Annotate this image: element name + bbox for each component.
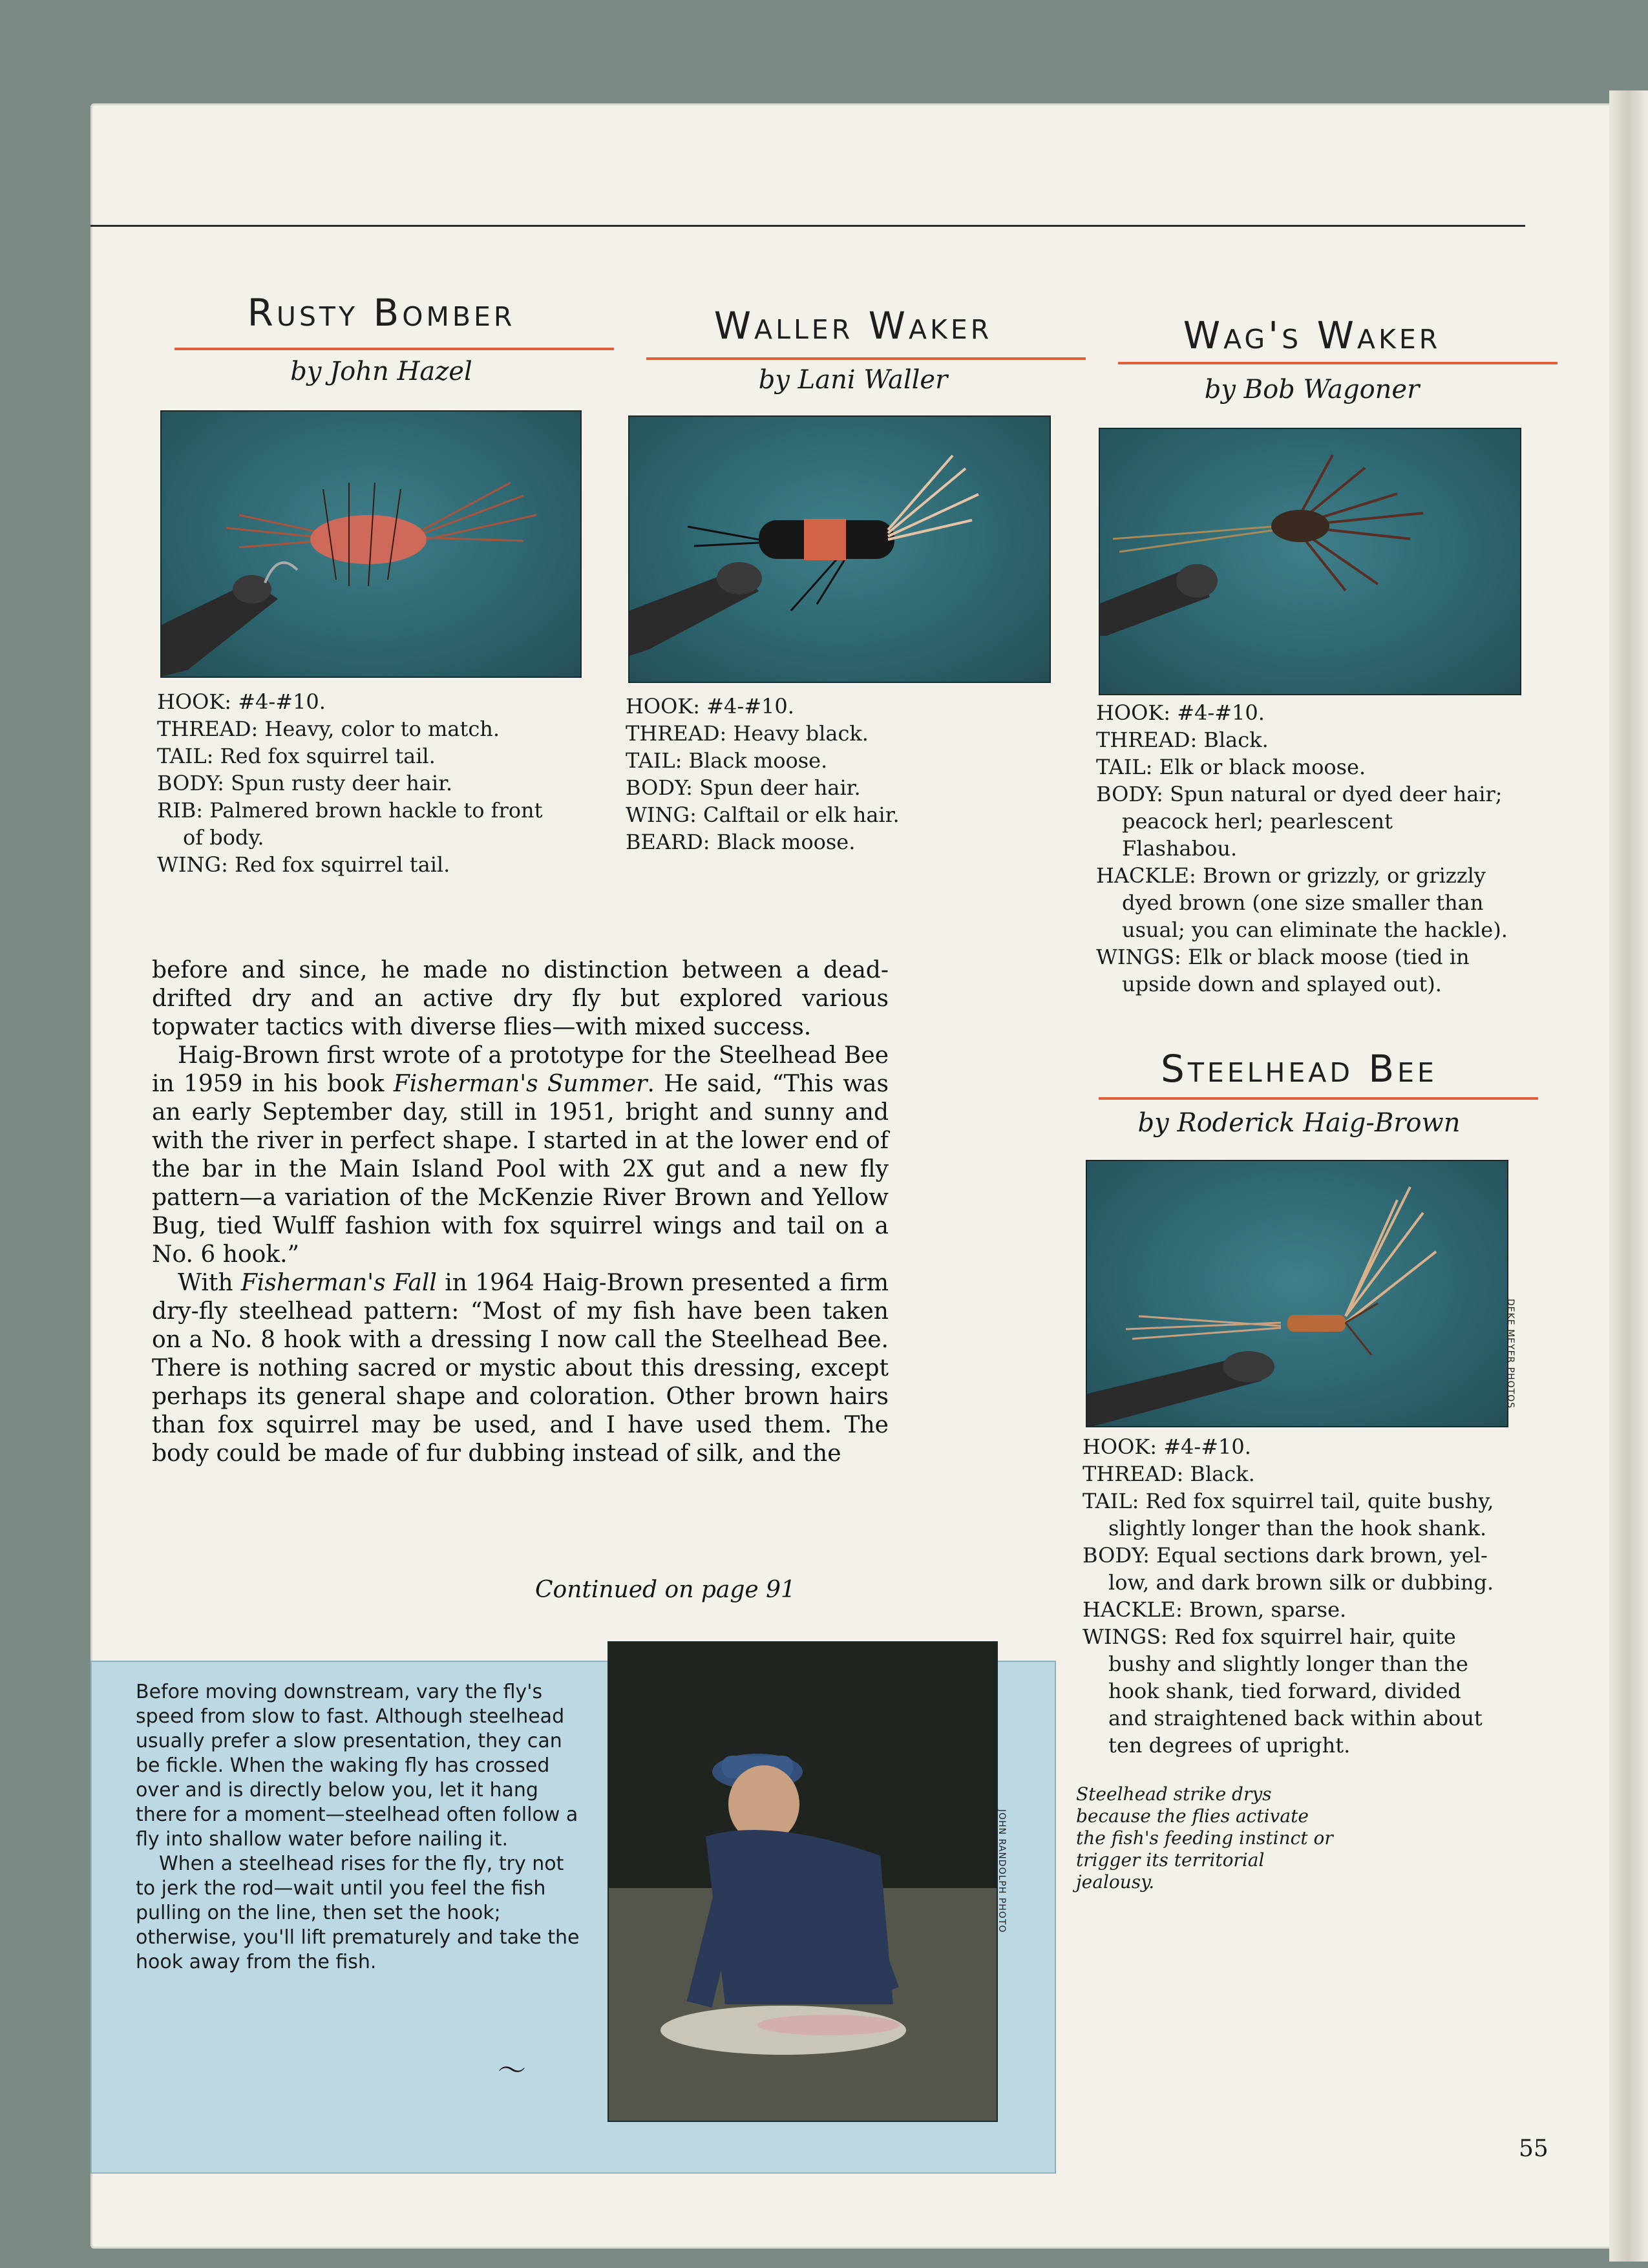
recipe-label: WING: [157,852,228,877]
recipe-continuation: upside down and splayed out). [1122,972,1442,996]
fly-photo-rusty-bomber [160,410,582,678]
article-paragraph [152,1042,889,1269]
recipe-line [1096,943,1508,971]
photo-caption: Steelhead strike drys because the flies activate the fish's feeding instinct or trigger its territorial jealousy. [1076,1783,1333,1893]
recipe-continuation: hook shank, tied forward, divided [1108,1679,1461,1703]
recipe-line [626,720,900,747]
recipe-line [1096,726,1508,753]
byline-wags-waker: by Bob Wagoner [1204,375,1420,404]
recipe-line [1083,1460,1494,1487]
recipe-text: #4-#10. [1163,1434,1251,1459]
recipe-text: #4-#10. [1177,700,1265,725]
recipe-label: HACKLE: [1096,863,1196,888]
recipe-line [1083,1433,1494,1460]
recipe-label: HOOK: [1096,700,1171,725]
fly-title-steelhead-bee: Steelhead Bee [1161,1047,1437,1091]
photo-credit-fly-photos: DEKE MEYER PHOTOS [1505,1299,1516,1409]
recipe-line [626,693,900,720]
recipe-line [1096,753,1508,781]
recipe-label: HOOK: [626,694,701,719]
recipe-waller-waker [626,693,900,856]
article-paragraph [152,1269,889,1468]
recipe-continuation: low, and dark brown silk or dubbing. [1108,1570,1494,1595]
recipe-text: Equal sections dark brown, yel- [1156,1543,1488,1568]
fly-photo-wags-waker [1099,428,1521,695]
recipe-label: THREAD: [157,717,259,741]
recipe-label: HOOK: [157,689,232,714]
recipe-label: THREAD: [1096,728,1198,752]
recipe-label: THREAD: [1083,1462,1184,1486]
end-mark-icon: 〜 [498,2054,526,2087]
recipe-line [157,715,543,742]
byline-steelhead-bee: by Roderick Haig-Brown [1137,1108,1461,1138]
recipe-text: Palmered brown hackle to front [209,798,543,823]
recipe-text: Elk or black moose. [1159,755,1366,779]
recipe-line [1083,1623,1494,1650]
sidebar-paragraph: When a steelhead rises for the fly, try not to jerk the rod—wait until you feel the fish pulling on the line, then set the hook; otherwise, you'll lift prematurely and take the hook away from the fish. [136,1853,580,1973]
recipe-continuation: dyed brown (one size smaller than [1122,890,1484,915]
recipe-text: Elk or black moose (tied in [1187,945,1470,969]
fly-photo-steelhead-bee [1086,1160,1508,1427]
recipe-line [1096,862,1508,889]
recipe-line [626,828,900,856]
recipe-continuation: and straightened back within about [1108,1706,1483,1730]
recipe-text: Spun deer hair. [699,775,861,800]
recipe-label: BODY: [1083,1543,1150,1568]
recipe-line [626,801,900,828]
book-title: Fisherman's Fall [240,1270,437,1296]
sidebar-paragraph: Before moving downstream, vary the fly's speed from slow to fast. Although steelhead usually prefer a slow presentation, they can be fickle. When the waking fly has crossed over and is directly below you, let it hang there for a moment—steelhead often follow a fly into shallow water before nailing it. [136,1681,578,1851]
recipe-line [626,774,900,801]
recipe-label: TAIL: [1096,755,1153,779]
recipe-label: HOOK: [1083,1434,1157,1459]
recipe-label: BODY: [157,771,224,795]
title-rule [174,348,614,350]
recipe-text: Black. [1203,728,1269,752]
recipe-line [1096,781,1508,808]
article-paragraph: before and since, he made no distinction between a dead-drifted dry and an active dry fly but explored various topwater tactics with diverse flies—with mixed success. [152,957,889,1040]
recipe-text: Black moose. [716,830,856,854]
recipe-text: Black moose. [688,748,828,773]
recipe-text: Brown or grizzly, or grizzly [1202,863,1486,888]
recipe-text: #4-#10. [238,689,326,714]
recipe-continuation: usual; you can eliminate the hackle). [1122,918,1508,942]
recipe-text: Spun natural or dyed deer hair; [1170,782,1503,806]
photo-credit-action-photo: JOHN RANDOLPH PHOTO [997,1809,1007,1933]
recipe-text: Brown, sparse. [1188,1597,1347,1622]
article-body [152,956,889,1468]
recipe-continuation: peacock herl; pearlescent [1122,809,1393,834]
fly-title-waller-waker: Waller Waker [713,304,993,348]
recipe-text: Calftail or elk hair. [703,803,900,827]
fly-photo-waller-waker [628,415,1051,683]
recipe-text: Black. [1190,1462,1255,1486]
recipe-continuation: of body. [183,825,264,850]
recipe-text: Red fox squirrel tail. [220,744,436,768]
recipe-line [626,747,900,774]
magazine-page [90,103,1616,2249]
article-text: Haig-Brown first wrote of a prototype for the Steelhead Bee in 1959 in his book [152,1042,889,1097]
title-rule [646,357,1086,360]
recipe-label: TAIL: [157,744,214,768]
recipe-line [157,770,543,797]
recipe-label: WING: [626,803,697,827]
recipe-line [1083,1596,1494,1623]
recipe-text: Red fox squirrel hair, quite [1174,1624,1456,1649]
recipe-line [1096,699,1508,726]
recipe-label: WINGS: [1083,1624,1168,1649]
byline-waller-waker: by Lani Waller [758,365,948,395]
recipe-continuation: ten degrees of upright. [1108,1733,1351,1758]
page-number: 55 [1519,2136,1548,2162]
recipe-label: RIB: [157,798,204,823]
recipe-text: Heavy, color to match. [264,717,500,741]
recipe-rusty-bomber [157,688,543,878]
rusty-bomber-fly-illustration [162,412,580,677]
recipe-continuation: slightly longer than the hook shank. [1108,1516,1487,1540]
fly-title-wags-waker: Wag's Waker [1183,313,1441,357]
angler-photo [607,1641,998,2122]
page-edge [1609,90,1648,2262]
steelhead-bee-fly-illustration [1087,1161,1507,1426]
recipe-text: Red fox squirrel tail. [235,852,450,877]
book-title: Fisherman's Summer [393,1071,648,1097]
waller-waker-fly-illustration [629,417,1050,682]
recipe-label: BEARD: [626,830,710,854]
recipe-line [1083,1542,1494,1569]
fly-title-rusty-bomber: Rusty Bomber [247,291,516,335]
recipe-line [157,688,543,715]
article-text: . He said, “This was an early September day, still in 1951, bright and sunny and with the river in perfect shape. I started in at the lower end of the bar in the Main Island Pool with 2X gut and a new fly pattern—a variation of the McKenzie River Brown and Yellow Bug, tied Wulff fashion with fox squirrel wings and tail on a No. 6 hook.” [152,1071,889,1268]
recipe-text: Red fox squirrel tail, quite bushy, [1145,1489,1494,1513]
recipe-text: Heavy black. [733,721,869,746]
recipe-label: HACKLE: [1083,1597,1183,1622]
title-rule [1118,362,1558,364]
top-rule [90,225,1525,227]
recipe-text: Spun rusty deer hair. [231,771,453,795]
continued-on-page: Continued on page 91 [535,1577,796,1603]
recipe-label: BODY: [626,775,693,800]
recipe-label: TAIL: [1083,1489,1139,1513]
article-text: With [178,1270,241,1296]
sidebar-text [136,1680,588,1975]
recipe-line [157,797,543,824]
title-rule [1099,1097,1538,1100]
recipe-text: #4-#10. [706,694,794,719]
wags-waker-fly-illustration [1100,429,1520,694]
recipe-label: TAIL: [626,748,682,773]
recipe-wags-waker [1096,699,1508,998]
recipe-line [157,851,543,878]
recipe-label: WINGS: [1096,945,1181,969]
angler-with-steelhead-illustration [609,1643,997,2121]
byline-rusty-bomber: by John Hazel [290,357,472,386]
article-text: in 1964 Haig-Brown presented a firm dry-fly steelhead pattern: “Most of my fish have been taken on a No. 8 hook with a dressing I now call the Steelhead Bee. There is nothing sacred or mystic about this dressing, except perhaps its general shape and coloration. Other brown hairs than fox squirrel may be used, and I have used them. The body could be made of fur dubbing instead of silk, and the [152,1270,889,1467]
recipe-label: THREAD: [626,721,727,746]
recipe-steelhead-bee [1083,1433,1494,1759]
recipe-line [1083,1487,1494,1515]
recipe-continuation: bushy and slightly longer than the [1108,1652,1468,1676]
recipe-continuation: Flashabou. [1122,836,1238,861]
recipe-label: BODY: [1096,782,1163,806]
recipe-line [157,742,543,770]
